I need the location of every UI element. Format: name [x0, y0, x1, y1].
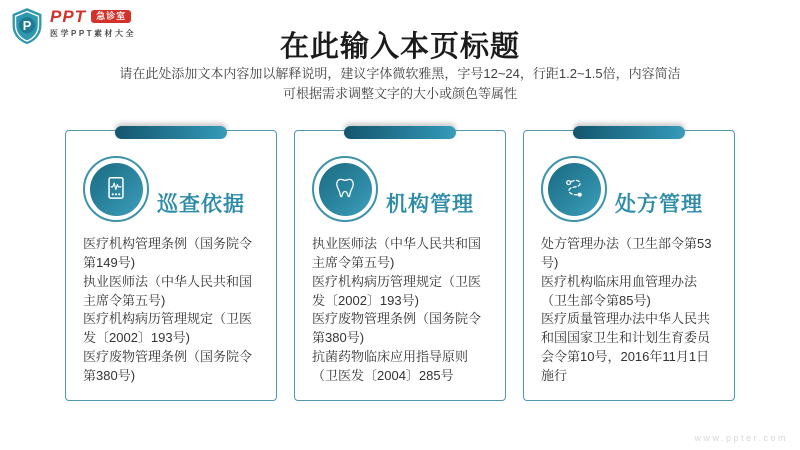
icon-ring: [83, 156, 149, 222]
card-body: [83, 235, 260, 386]
card-top-tab: [115, 126, 227, 139]
card-item: 医疗机构病历管理规定（卫医发〔2002〕193号): [83, 311, 253, 346]
card-item: 医疗废物管理条例（国务院令第380号): [83, 349, 253, 383]
card-title: 处方管理: [615, 193, 703, 216]
page-title: 在此输入本页标题: [279, 31, 520, 63]
svg-text:P: P: [22, 17, 32, 33]
card-item: 抗菌药物临床应用指导原则（卫医发〔2004〕285号: [312, 349, 469, 383]
icon-ring: [312, 156, 378, 222]
card-item: 执业医师法（中华人民共和国主席令第五号): [83, 273, 253, 308]
watermark: www.ppter.com: [694, 433, 788, 443]
card-top-tab: [344, 126, 456, 139]
card-prescription-management: [523, 130, 735, 401]
card-item: 处方管理办法（卫生部令第53号): [541, 236, 712, 270]
card-institution-management: [294, 130, 506, 401]
card-header: [541, 156, 734, 222]
card-body: [541, 235, 718, 386]
card-item: 医疗机构临床用血管理办法（卫生部令第85号): [541, 273, 698, 308]
logo-badge: 急诊室: [91, 10, 131, 23]
card-item: 医疗质量管理办法中华人民共和国国家卫生和计划生育委员会令第10号，2016年11月1日施行: [541, 311, 711, 383]
route-icon: [548, 163, 601, 216]
subtitle-line-2: 可根据需求调整文字的大小或颜色等属性: [282, 86, 517, 102]
logo-tagline: 医学PPT素材大全: [50, 29, 137, 38]
card-inspection-basis: [65, 130, 277, 401]
ecg-monitor-icon: [90, 163, 143, 216]
tooth-icon: [319, 163, 372, 216]
page-subtitle: [50, 64, 750, 104]
icon-ring: [541, 156, 607, 222]
card-item: 医疗废物管理条例（国务院令第380号): [312, 311, 482, 346]
card-header: [83, 156, 276, 222]
card-item: 医疗机构病历管理规定（卫医发〔2002〕193号): [312, 273, 482, 308]
subtitle-line-1: 请在此处添加文本内容加以解释说明，建议字体微软雅黑，字号12~24，行距1.2~1.5倍，内容简洁: [119, 66, 681, 81]
card-item: 执业医师法（中华人民共和国主席令第五号): [312, 236, 482, 270]
logo-brand: PPT: [50, 6, 87, 26]
card-top-tab: [573, 126, 685, 139]
card-body: [312, 235, 489, 386]
card-title: 机构管理: [386, 193, 474, 216]
card-title: 巡查依据: [157, 193, 245, 216]
card-row: [65, 130, 735, 401]
card-header: [312, 156, 505, 222]
card-item: 医疗机构管理条例（国务院令第149号): [83, 236, 253, 270]
